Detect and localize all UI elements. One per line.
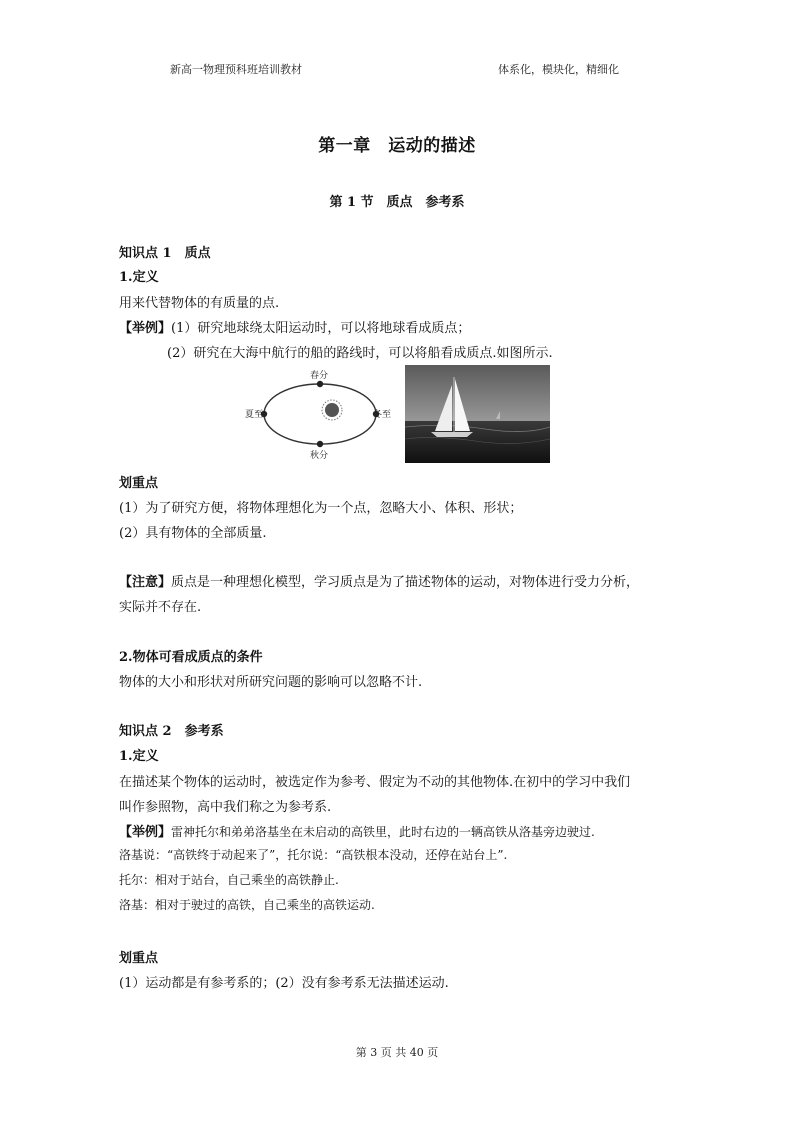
label-autumn: 秋分	[310, 451, 329, 461]
kp2-example-line1	[119, 821, 595, 840]
page-footer: 第 3 页 共 40 页	[355, 1046, 439, 1059]
label-summer: 夏至	[245, 410, 264, 420]
orbit-ellipse	[264, 384, 376, 444]
example-text: (1）研究地球绕太阳运动时，可以将地球看成质点；	[171, 321, 471, 336]
example-bracket: 【举例】	[119, 321, 172, 336]
kp1-title: 知识点 1 质点	[119, 246, 211, 261]
kp1-cond-text: 物体的大小和形状对所研究问题的影响可以忽略不计.	[119, 675, 423, 690]
kp2-title: 知识点 2 参考系	[119, 724, 224, 739]
label-winter: 冬至	[373, 410, 392, 420]
kp2-example-line3: 托尔：相对于站台，自己乘坐的高铁静止.	[119, 873, 339, 887]
earth-spring-icon	[317, 381, 323, 387]
sailboat-photo	[405, 365, 550, 463]
chapter-title: 第一章 运动的描述	[318, 136, 476, 156]
kp1-example-line1	[119, 317, 470, 336]
orbit-figure	[244, 366, 394, 462]
kp2-example-line2: 洛基说：“高铁终于动起来了”，托尔说：“高铁根本没动，还停在站台上”.	[119, 848, 508, 862]
kp2-def-heading: 1.定义	[119, 749, 159, 764]
kp2-key-heading: 划重点	[119, 951, 159, 966]
kp1-note-line1	[119, 571, 639, 590]
kp2-def-line2: 叫作参照物，高中我们称之为参考系.	[119, 800, 332, 815]
kp2-def-line1: 在描述某个物体的运动时，被选定作为参考、假定为不动的其他物体.在初中的学习中我们	[119, 775, 631, 790]
kp1-key-heading: 划重点	[119, 476, 159, 491]
note-text: 质点是一种理想化模型，学习质点是为了描述物体的运动，对物体进行受力分析，	[171, 575, 640, 590]
label-spring: 春分	[310, 371, 329, 381]
kp1-key-1: (1）为了研究方便，将物体理想化为一个点，忽略大小、体积、形状；	[119, 501, 523, 516]
kp1-key-2: (2）具有物体的全部质量.	[119, 526, 267, 541]
kp1-example-line2: (2）研究在大海中航行的船的路线时，可以将船看成质点.如图所示.	[167, 346, 553, 361]
header-right: 体系化，模块化，精细化	[498, 63, 619, 76]
earth-autumn-icon	[317, 441, 323, 447]
kp1-def-heading: 1.定义	[119, 270, 159, 285]
section-title: 第 1 节 质点 参考系	[329, 195, 465, 210]
kp1-def-text: 用来代替物体的有质量的点.	[119, 296, 280, 311]
note-bracket: 【注意】	[119, 575, 172, 590]
kp2-example-line4: 洛基：相对于驶过的高铁，自己乘坐的高铁运动.	[119, 898, 375, 912]
example2-bracket: 【举例】	[119, 825, 172, 840]
kp1-cond-heading: 2.物体可看成质点的条件	[119, 650, 263, 665]
kp2-key-text: (1）运动都是有参考系的；(2）没有参考系无法描述运动.	[119, 976, 449, 991]
sun-icon	[322, 400, 342, 420]
kp1-note-line2: 实际并不存在.	[119, 600, 202, 615]
header-left: 新高一物理预科班培训教材	[170, 63, 302, 76]
example2-text: 雷神托尔和弟弟洛基坐在未启动的高铁里，此时右边的一辆高铁从洛基旁边驶过.	[171, 825, 595, 839]
